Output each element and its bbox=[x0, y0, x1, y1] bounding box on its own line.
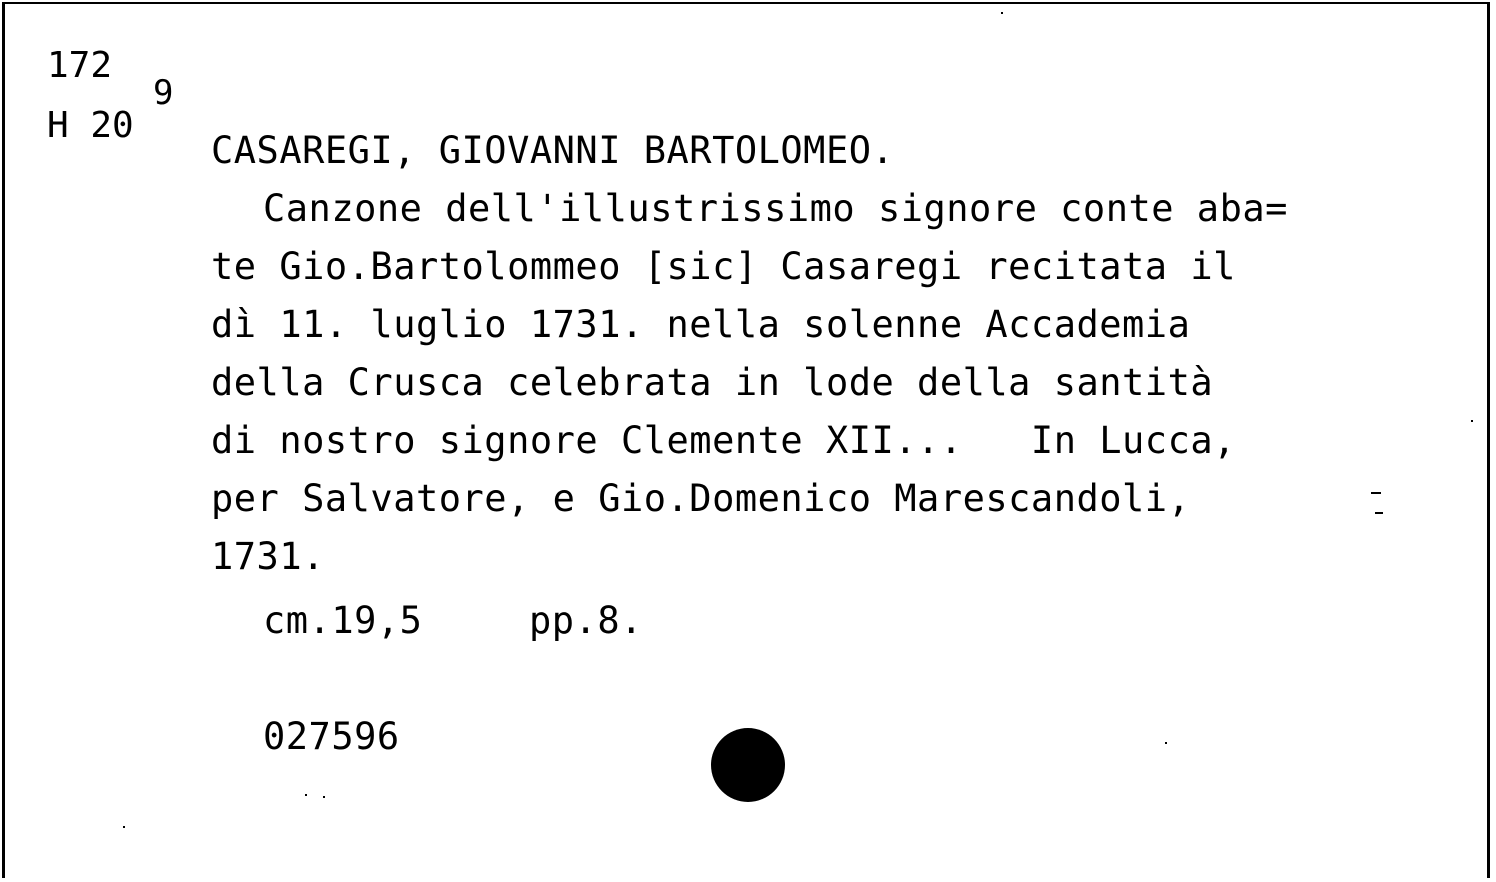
record-number: 027596 bbox=[263, 715, 400, 758]
speck bbox=[1471, 420, 1473, 422]
title-line-3: dì 11. luglio 1731. nella solenne Accademia bbox=[211, 303, 1191, 346]
imprint-line: per Salvatore, e Gio.Domenico Marescandoli, bbox=[211, 477, 1191, 520]
speck bbox=[305, 794, 307, 796]
speck bbox=[1375, 512, 1383, 514]
speck bbox=[323, 796, 325, 798]
speck bbox=[123, 826, 125, 828]
call-number-superscript: 9 bbox=[153, 73, 174, 113]
call-number-line1: 172 bbox=[47, 45, 113, 86]
collation-size: cm.19,5 bbox=[263, 599, 423, 642]
title-line-2: te Gio.Bartolommeo [sic] Casaregi recitata il bbox=[211, 245, 1236, 288]
speck bbox=[1165, 742, 1167, 744]
imprint-date: 1731. bbox=[211, 535, 325, 578]
punch-hole bbox=[711, 728, 785, 802]
collation-pages: pp.8. bbox=[529, 599, 643, 642]
title-line-4: della Crusca celebrata in lode della santità bbox=[211, 361, 1214, 404]
catalog-card bbox=[2, 2, 1490, 878]
title-line-5: di nostro signore Clemente XII... In Lucca, bbox=[211, 419, 1236, 462]
speck bbox=[1001, 12, 1003, 14]
author-heading: CASAREGI, GIOVANNI BARTOLOMEO. bbox=[211, 129, 895, 172]
title-line-1: Canzone dell'illustrissimo signore conte aba= bbox=[263, 187, 1288, 230]
call-number-line2: H 20 bbox=[47, 105, 134, 146]
speck bbox=[1371, 492, 1381, 494]
